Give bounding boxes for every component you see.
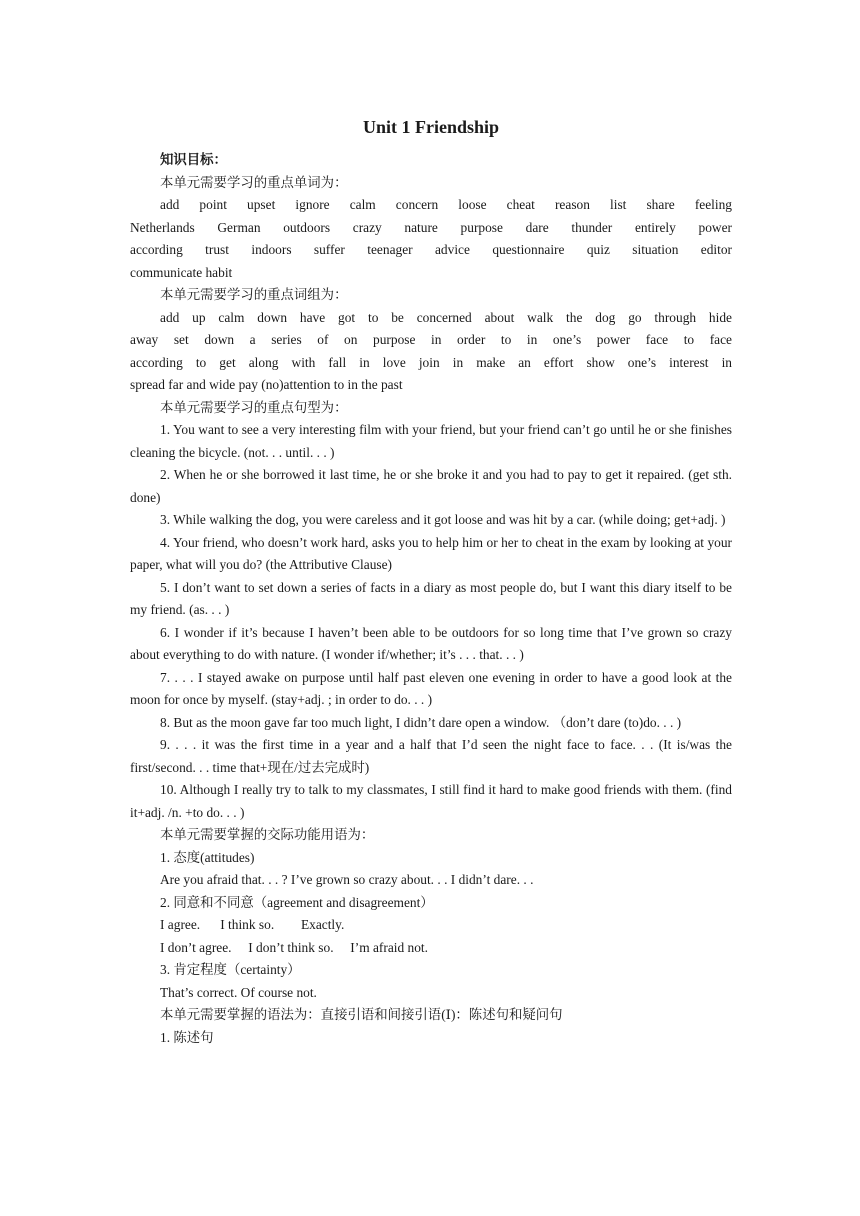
function-item: Are you afraid that. . . ? I’ve grown so crazy about. . . I didn’t dare. . .: [160, 872, 534, 887]
page-title: Unit 1 Friendship: [362, 117, 500, 137]
sentence-item: 1. You want to see a very interesting film with your friend, but your friend can’t go until he or she finishes cleaning the bicycle. (not. . . until. . . ): [130, 422, 732, 460]
sentence-item: 4. Your friend, who doesn’t work hard, asks you to help him or her to cheat in the exam by looking at your paper, what will you do? (the Attributive Clause): [130, 534, 732, 572]
function-item: I agree. I think so. Exactly.: [160, 917, 345, 932]
sentence-item: 2. When he or she borrowed it last time, he or she broke it and you had to pay to get it repaired. (get sth. done): [130, 467, 732, 505]
grammar-item: 1. 陈述句: [160, 1029, 214, 1045]
sentences-heading: 本单元需要学习的重点句型为：: [160, 399, 348, 415]
grammar-heading: 本单元需要掌握的语法为：直接引语和间接引语(Ⅰ)：陈述句和疑问句: [160, 1007, 563, 1022]
function-item: That’s correct. Of course not.: [160, 984, 317, 1000]
document-body: [130, 149, 732, 1049]
words-line: Netherlands German outdoors crazy nature purpose dare thunder entirely power: [130, 219, 732, 235]
words-line: communicate habit: [130, 264, 233, 280]
sentence-item: 9. . . . it was the first time in a year and a half that I’d seen the night face to face. . . (It is/was the first/second. . . time that+现在/过去完成时): [130, 737, 732, 775]
phrases-line: spread far and wide pay (no)attention to in the past: [130, 377, 403, 392]
function-item: 1. 态度(attitudes): [160, 849, 255, 865]
words-line: add point upset ignore calm concern loose cheat reason list share feeling: [160, 197, 732, 212]
sentence-item: 3. While walking the dog, you were careless and it got loose and was hit by a car. (while doing; get+adj. ): [160, 512, 726, 527]
sentence-item: 6. I wonder if it’s because I haven’t been able to be outdoors for so long time that I’ve grown so crazy about everything to do with nature. (I wonder if/whether; it’s . . . that. . . ): [130, 624, 732, 662]
words-line: according trust indoors suffer teenager advice questionnaire quiz situation editor: [130, 242, 732, 257]
sentence-item: 8. But as the moon gave far too much light, I didn’t dare open a window. （don’t dare (to)do. . . ): [160, 714, 682, 730]
phrases-line: according to get along with fall in love join in make an effort show one’s interest in: [130, 354, 732, 370]
function-item: 3. 肯定程度（certainty）: [160, 962, 301, 977]
words-heading: 本单元需要学习的重点单词为：: [160, 174, 348, 190]
sentence-item: 7. . . . I stayed awake on purpose until half past eleven one evening in order to have a good look at the moon for once by myself. (stay+adj. ; in order to do. . . ): [130, 669, 732, 707]
phrases-line: add up calm down have got to be concerned about walk the dog go through hide: [160, 309, 732, 325]
functions-heading: 本单元需要掌握的交际功能用语为：: [160, 827, 375, 842]
objectives-heading: 知识目标：: [160, 152, 227, 167]
phrases-heading: 本单元需要学习的重点词组为：: [160, 287, 348, 302]
sentence-item: 5. I don’t want to set down a series of facts in a diary as most people do, but I want this diary itself to be my friend. (as. . . ): [130, 579, 732, 617]
function-item: 2. 同意和不同意（agreement and disagreement）: [160, 894, 434, 910]
sentence-item: 10. Although I really try to talk to my classmates, I still find it hard to make good friends with them. (find it+adj. /n. +to do. . . ): [130, 782, 732, 820]
function-item: I don’t agree. I don’t think so. I’m afraid not.: [160, 939, 429, 955]
phrases-line: away set down a series of on purpose in order to in one’s power face to face: [130, 332, 732, 347]
